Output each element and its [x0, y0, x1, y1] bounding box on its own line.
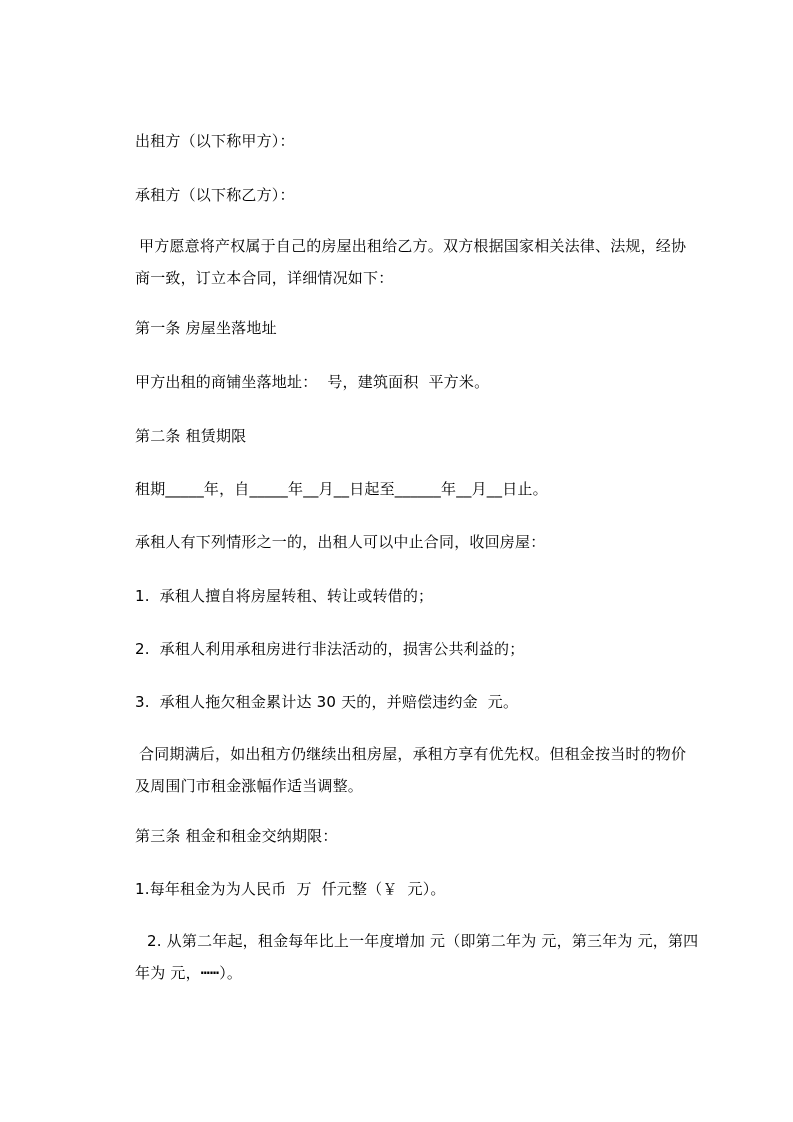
article2-renewal-paragraph: 合同期满后，如出租方仍继续出租房屋，承租方享有优先权。但租金按当时的物价及周围门市租金涨幅作适当调整。 [135, 745, 687, 795]
article3-title: 第三条 租金和租金交纳期限： [135, 827, 338, 845]
article3-item-2: 2. 从第二年起，租金每年比上一年度增加 元（即第二年为 元，第三年为 元，第四年为 元，┅┅）。 [135, 932, 699, 982]
article2-item-3: 3. 承租人拖欠租金累计达 30 天的，并赔偿违约金 元。 [135, 693, 519, 711]
article1-body: 甲方出租的商铺坐落地址： 号，建筑面积 平方米。 [135, 373, 490, 391]
intro-paragraph: 甲方愿意将产权属于自己的房屋出租给乙方。双方根据国家相关法律、法规，经协商一致，订立本合同，详细情况如下： [135, 237, 687, 287]
article2-title: 第二条 租赁期限 [135, 427, 247, 445]
article3-item-1: 1.每年租金为为人民币 万 仟元整（￥ 元）。 [135, 880, 446, 898]
lessee-line: 承租方（以下称乙方）： [135, 186, 295, 204]
article2-item-1: 1. 承租人擅自将房屋转租、转让或转借的； [135, 587, 434, 605]
lessor-line: 出租方（以下称甲方）： [135, 132, 295, 150]
article2-terminate-conditions: 承租人有下列情形之一的，出租人可以中止合同，收回房屋： [135, 533, 546, 551]
article2-term: 租期_____年，自_____年__月__日起至______年__月__日止。 [135, 480, 548, 498]
article2-item-2: 2. 承租人利用承租房进行非法活动的，损害公共利益的； [135, 640, 525, 658]
article1-title: 第一条 房屋坐落地址 [135, 319, 277, 337]
